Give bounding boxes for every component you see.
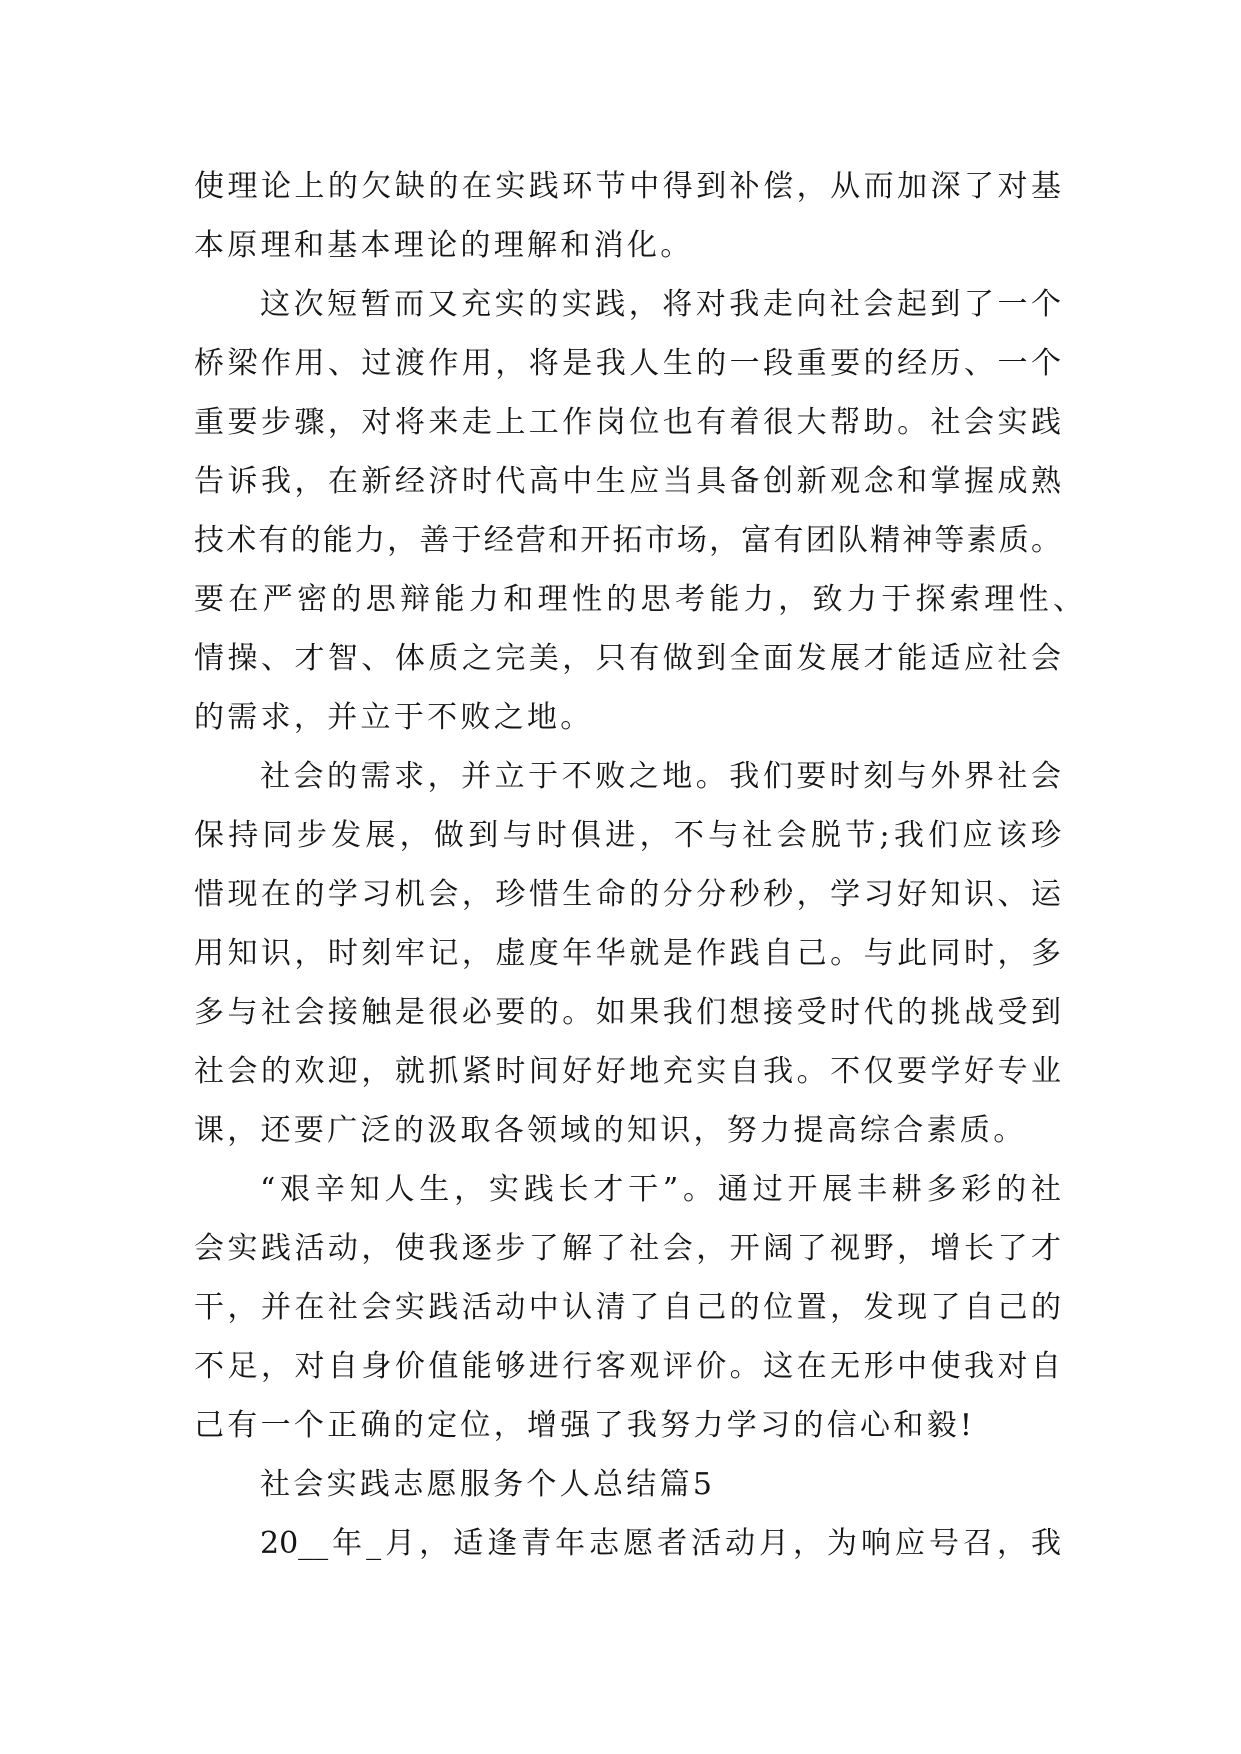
text-line: 社会的欢迎，就抓紧时间好好地充实自我。不仅要学好专业 <box>194 1054 1061 1089</box>
text-line: 情操、才智、体质之完美，只有做到全面发展才能适应社会 <box>194 641 1061 676</box>
text-line: 的需求，并立于不败之地。 <box>194 700 594 735</box>
text-line: 桥梁作用、过渡作用，将是我人生的一段重要的经历、一个 <box>194 346 1061 381</box>
text-line: 惜现在的学习机会，珍惜生命的分分秒秒，学习好知识、运 <box>194 877 1061 912</box>
text-line: 这次短暂而又充实的实践，将对我走向社会起到了一个 <box>260 287 1061 322</box>
text-line: 干，并在社会实践活动中认清了自己的位置，发现了自己的 <box>194 1290 1061 1325</box>
body-text <box>194 157 1083 1573</box>
text-line: 保持同步发展，做到与时俱进，不与社会脱节;我们应该珍 <box>194 818 1061 853</box>
text-line: 重要步骤，对将来走上工作岗位也有着很大帮助。社会实践 <box>194 405 1061 440</box>
text-line: 告诉我，在新经济时代高中生应当具备创新观念和掌握成熟 <box>194 464 1061 499</box>
section-heading-text: 社会实践志愿服务个人总结篇5 <box>260 1467 716 1502</box>
text-line: 技术有的能力，善于经营和开拓市场，富有团队精神等素质。 <box>194 523 1061 558</box>
text-line: 多与社会接触是很必要的。如果我们想接受时代的挑战受到 <box>194 995 1061 1030</box>
text-line: 不足，对自身价值能够进行客观评价。这在无形中使我对自 <box>194 1349 1061 1384</box>
text-line: 社会的需求，并立于不败之地。我们要时刻与外界社会 <box>260 759 1061 794</box>
paragraph <box>194 1160 1061 1455</box>
paragraph <box>194 1514 1061 1573</box>
text-line: 课，还要广泛的汲取各领域的知识，努力提高综合素质。 <box>194 1113 1027 1148</box>
paragraph <box>194 747 1061 1160</box>
section-heading <box>194 1455 1061 1514</box>
paragraph <box>194 275 1083 747</box>
text-line: 用知识，时刻牢记，虚度年华就是作践自己。与此同时，多 <box>194 936 1061 971</box>
text-line: 20__年_月，适逢青年志愿者活动月，为响应号召，我 <box>260 1526 1061 1561</box>
text-line: 使理论上的欠缺的在实践环节中得到补偿，从而加深了对基 <box>194 169 1061 204</box>
text-line: 己有一个正确的定位，增强了我努力学习的信心和毅! <box>194 1408 976 1443</box>
paragraph <box>194 157 1061 275</box>
text-line: 会实践活动，使我逐步了解了社会，开阔了视野，增长了才 <box>194 1231 1061 1266</box>
text-line: “艰辛知人生，实践长才干”。通过开展丰耕多彩的社 <box>260 1172 1061 1207</box>
text-line: 本原理和基本理论的理解和消化。 <box>194 228 694 263</box>
text-line: 要在严密的思辩能力和理性的思考能力，致力于探索理性、 <box>194 582 1083 617</box>
